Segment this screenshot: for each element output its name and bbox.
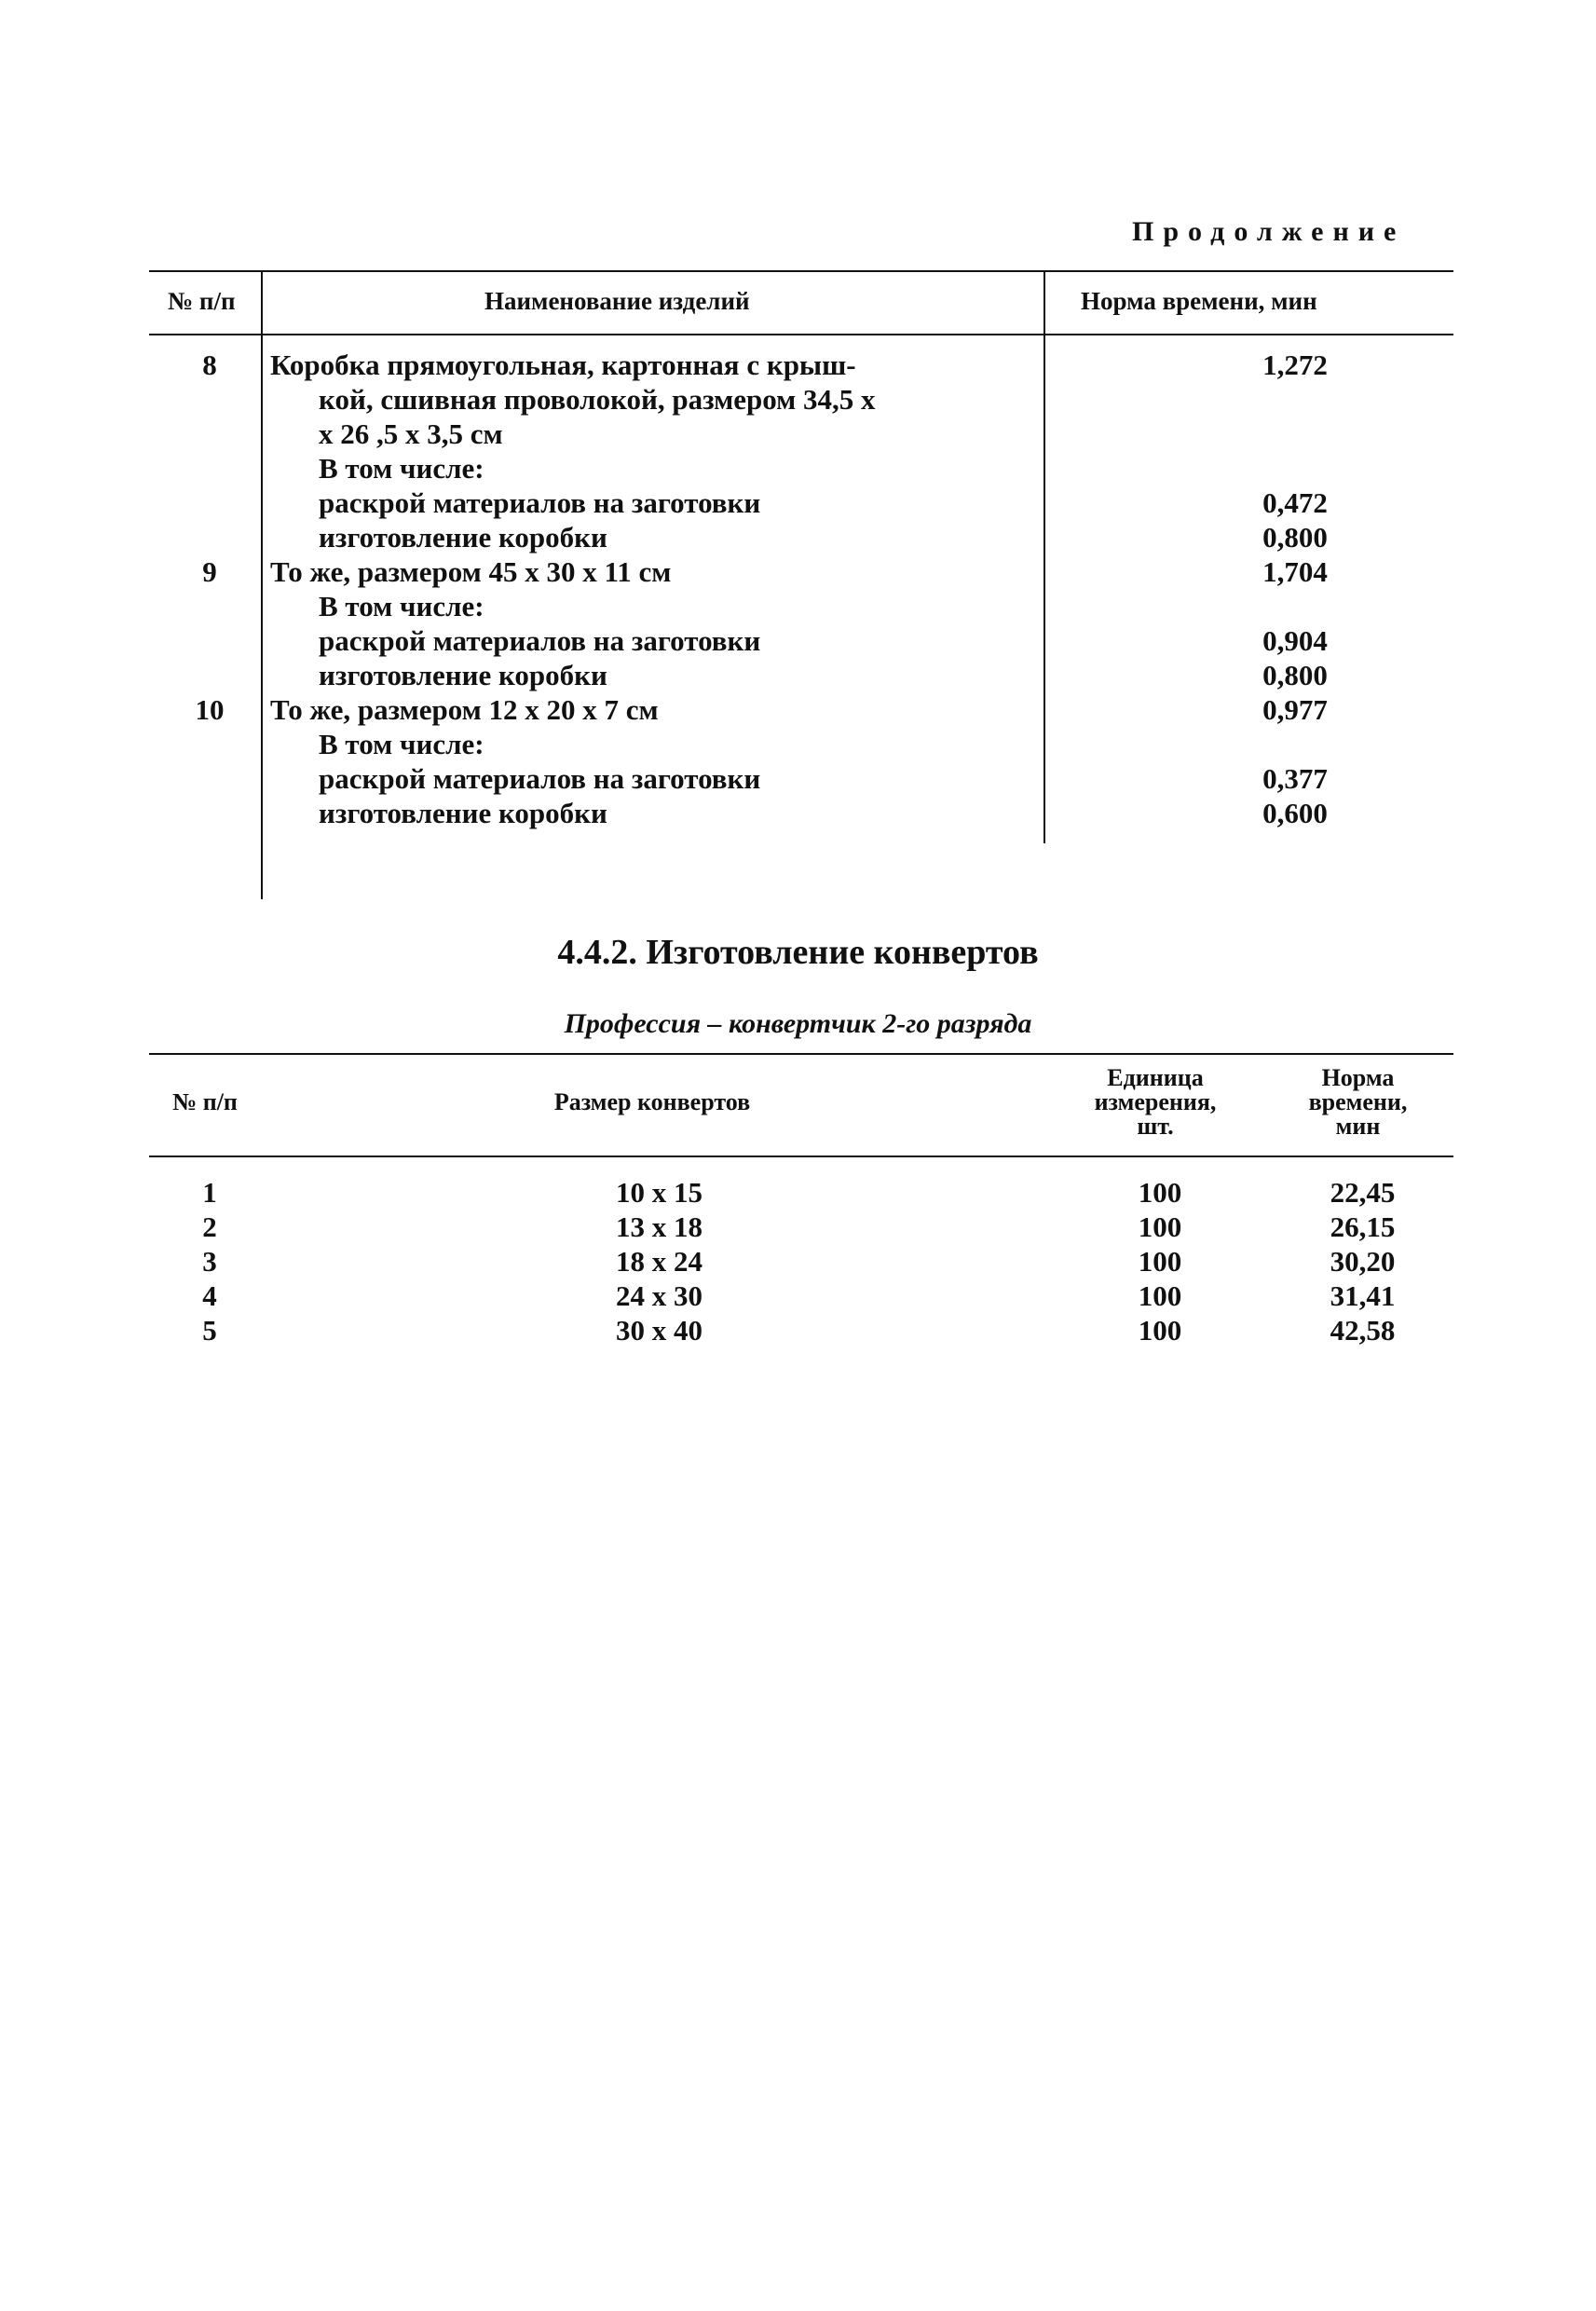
row-name: В том числе: bbox=[319, 452, 484, 485]
table-row bbox=[149, 417, 1453, 452]
products-table bbox=[149, 270, 1453, 899]
row-norm: 42,58 bbox=[1330, 1314, 1396, 1347]
table-row bbox=[149, 1314, 1453, 1348]
row-size: 18 х 24 bbox=[616, 1245, 703, 1278]
row-unit: 100 bbox=[1138, 1210, 1182, 1243]
row-norm: 30,20 bbox=[1330, 1245, 1396, 1278]
table-row bbox=[149, 486, 1453, 521]
row-norm: 1,704 bbox=[1262, 555, 1328, 588]
row-num: 5 bbox=[202, 1314, 217, 1347]
table-row bbox=[149, 693, 1453, 728]
row-num: 4 bbox=[202, 1279, 217, 1312]
row-name: раскрой материалов на заготовки bbox=[319, 624, 761, 657]
row-norm: 0,377 bbox=[1262, 762, 1328, 795]
continuation-label: Продолжение bbox=[1132, 216, 1406, 247]
envelopes-table-header bbox=[149, 1053, 1453, 1157]
row-norm: 31,41 bbox=[1330, 1279, 1396, 1312]
row-unit: 100 bbox=[1138, 1279, 1182, 1312]
row-unit: 100 bbox=[1138, 1314, 1182, 1347]
row-unit: 100 bbox=[1138, 1245, 1182, 1278]
row-name: В том числе: bbox=[319, 728, 484, 760]
header-num: № п/п bbox=[168, 287, 236, 315]
table-row bbox=[149, 728, 1453, 762]
header-name: Наименование изделий bbox=[484, 287, 750, 315]
table-row bbox=[149, 349, 1453, 383]
envelopes-table-body bbox=[149, 1157, 1453, 1372]
row-num: 1 bbox=[202, 1176, 217, 1209]
row-unit: 100 bbox=[1138, 1176, 1182, 1209]
row-num: 2 bbox=[202, 1210, 217, 1243]
table-row bbox=[149, 521, 1453, 555]
table-row bbox=[149, 797, 1453, 831]
table-row bbox=[149, 383, 1453, 417]
header-unit bbox=[1044, 1066, 1267, 1139]
row-size: 24 х 30 bbox=[616, 1279, 703, 1312]
row-name: То же, размером 45 х 30 х 11 см bbox=[270, 555, 672, 588]
header-norm: Норма времени, мин bbox=[1081, 287, 1317, 315]
table-row bbox=[149, 555, 1453, 590]
header-norm-line: времени, bbox=[1308, 1088, 1408, 1115]
profession-line: Профессия – конвертчик 2-го разряда bbox=[564, 1008, 1032, 1039]
table-row bbox=[149, 1210, 1453, 1245]
header-divider bbox=[1044, 272, 1045, 334]
header-norm-line: мин bbox=[1335, 1113, 1381, 1140]
header-size: Размер конвертов bbox=[553, 1088, 751, 1115]
row-norm: 22,45 bbox=[1330, 1176, 1396, 1209]
table-row bbox=[149, 624, 1453, 659]
row-name: раскрой материалов на заготовки bbox=[319, 762, 761, 795]
row-norm: 0,800 bbox=[1262, 659, 1328, 691]
row-name: изготовление коробки bbox=[319, 797, 607, 829]
row-norm: 26,15 bbox=[1330, 1210, 1396, 1243]
header-norm bbox=[1267, 1066, 1449, 1139]
table-row bbox=[149, 1176, 1453, 1210]
row-name: Коробка прямоугольная, картонная с крыш- bbox=[270, 349, 856, 381]
envelopes-table bbox=[149, 1053, 1453, 1372]
row-size: 13 х 18 bbox=[616, 1210, 703, 1243]
row-name: х 26 ,5 х 3,5 см bbox=[319, 417, 503, 450]
header-unit-line: измерения, bbox=[1094, 1088, 1217, 1115]
table-row bbox=[149, 659, 1453, 693]
header-divider bbox=[261, 272, 263, 334]
header-unit-line: Единица bbox=[1107, 1064, 1204, 1091]
row-num: 9 bbox=[202, 555, 217, 588]
header-num: № п/п bbox=[172, 1088, 238, 1115]
row-norm: 0,600 bbox=[1262, 797, 1328, 829]
header-unit-line: шт. bbox=[1137, 1113, 1174, 1140]
row-num: 3 bbox=[202, 1245, 217, 1278]
row-norm: 1,272 bbox=[1262, 349, 1328, 381]
row-size: 30 х 40 bbox=[616, 1314, 703, 1347]
row-name: изготовление коробки bbox=[319, 521, 607, 554]
row-num: 10 bbox=[195, 693, 225, 726]
products-table-header bbox=[149, 270, 1453, 335]
section-title: 4.4.2. Изготовление конвертов bbox=[557, 933, 1039, 972]
products-table-body bbox=[149, 335, 1453, 899]
table-row bbox=[149, 762, 1453, 797]
table-row bbox=[149, 1245, 1453, 1279]
row-size: 10 х 15 bbox=[616, 1176, 703, 1209]
header-norm-line: Норма bbox=[1321, 1064, 1395, 1091]
row-name: кой, сшивная проволокой, размером 34,5 х bbox=[319, 383, 876, 416]
table-row bbox=[149, 1279, 1453, 1314]
row-name: изготовление коробки bbox=[319, 659, 607, 691]
table-row bbox=[149, 590, 1453, 624]
row-norm: 0,472 bbox=[1262, 486, 1328, 519]
row-name: раскрой материалов на заготовки bbox=[319, 486, 761, 519]
row-norm: 0,977 bbox=[1262, 693, 1328, 726]
table-row bbox=[149, 452, 1453, 486]
row-num: 8 bbox=[202, 349, 217, 381]
row-norm: 0,800 bbox=[1262, 521, 1328, 554]
row-norm: 0,904 bbox=[1262, 624, 1328, 657]
row-name: В том числе: bbox=[319, 590, 484, 622]
row-name: То же, размером 12 х 20 х 7 см bbox=[270, 693, 659, 726]
